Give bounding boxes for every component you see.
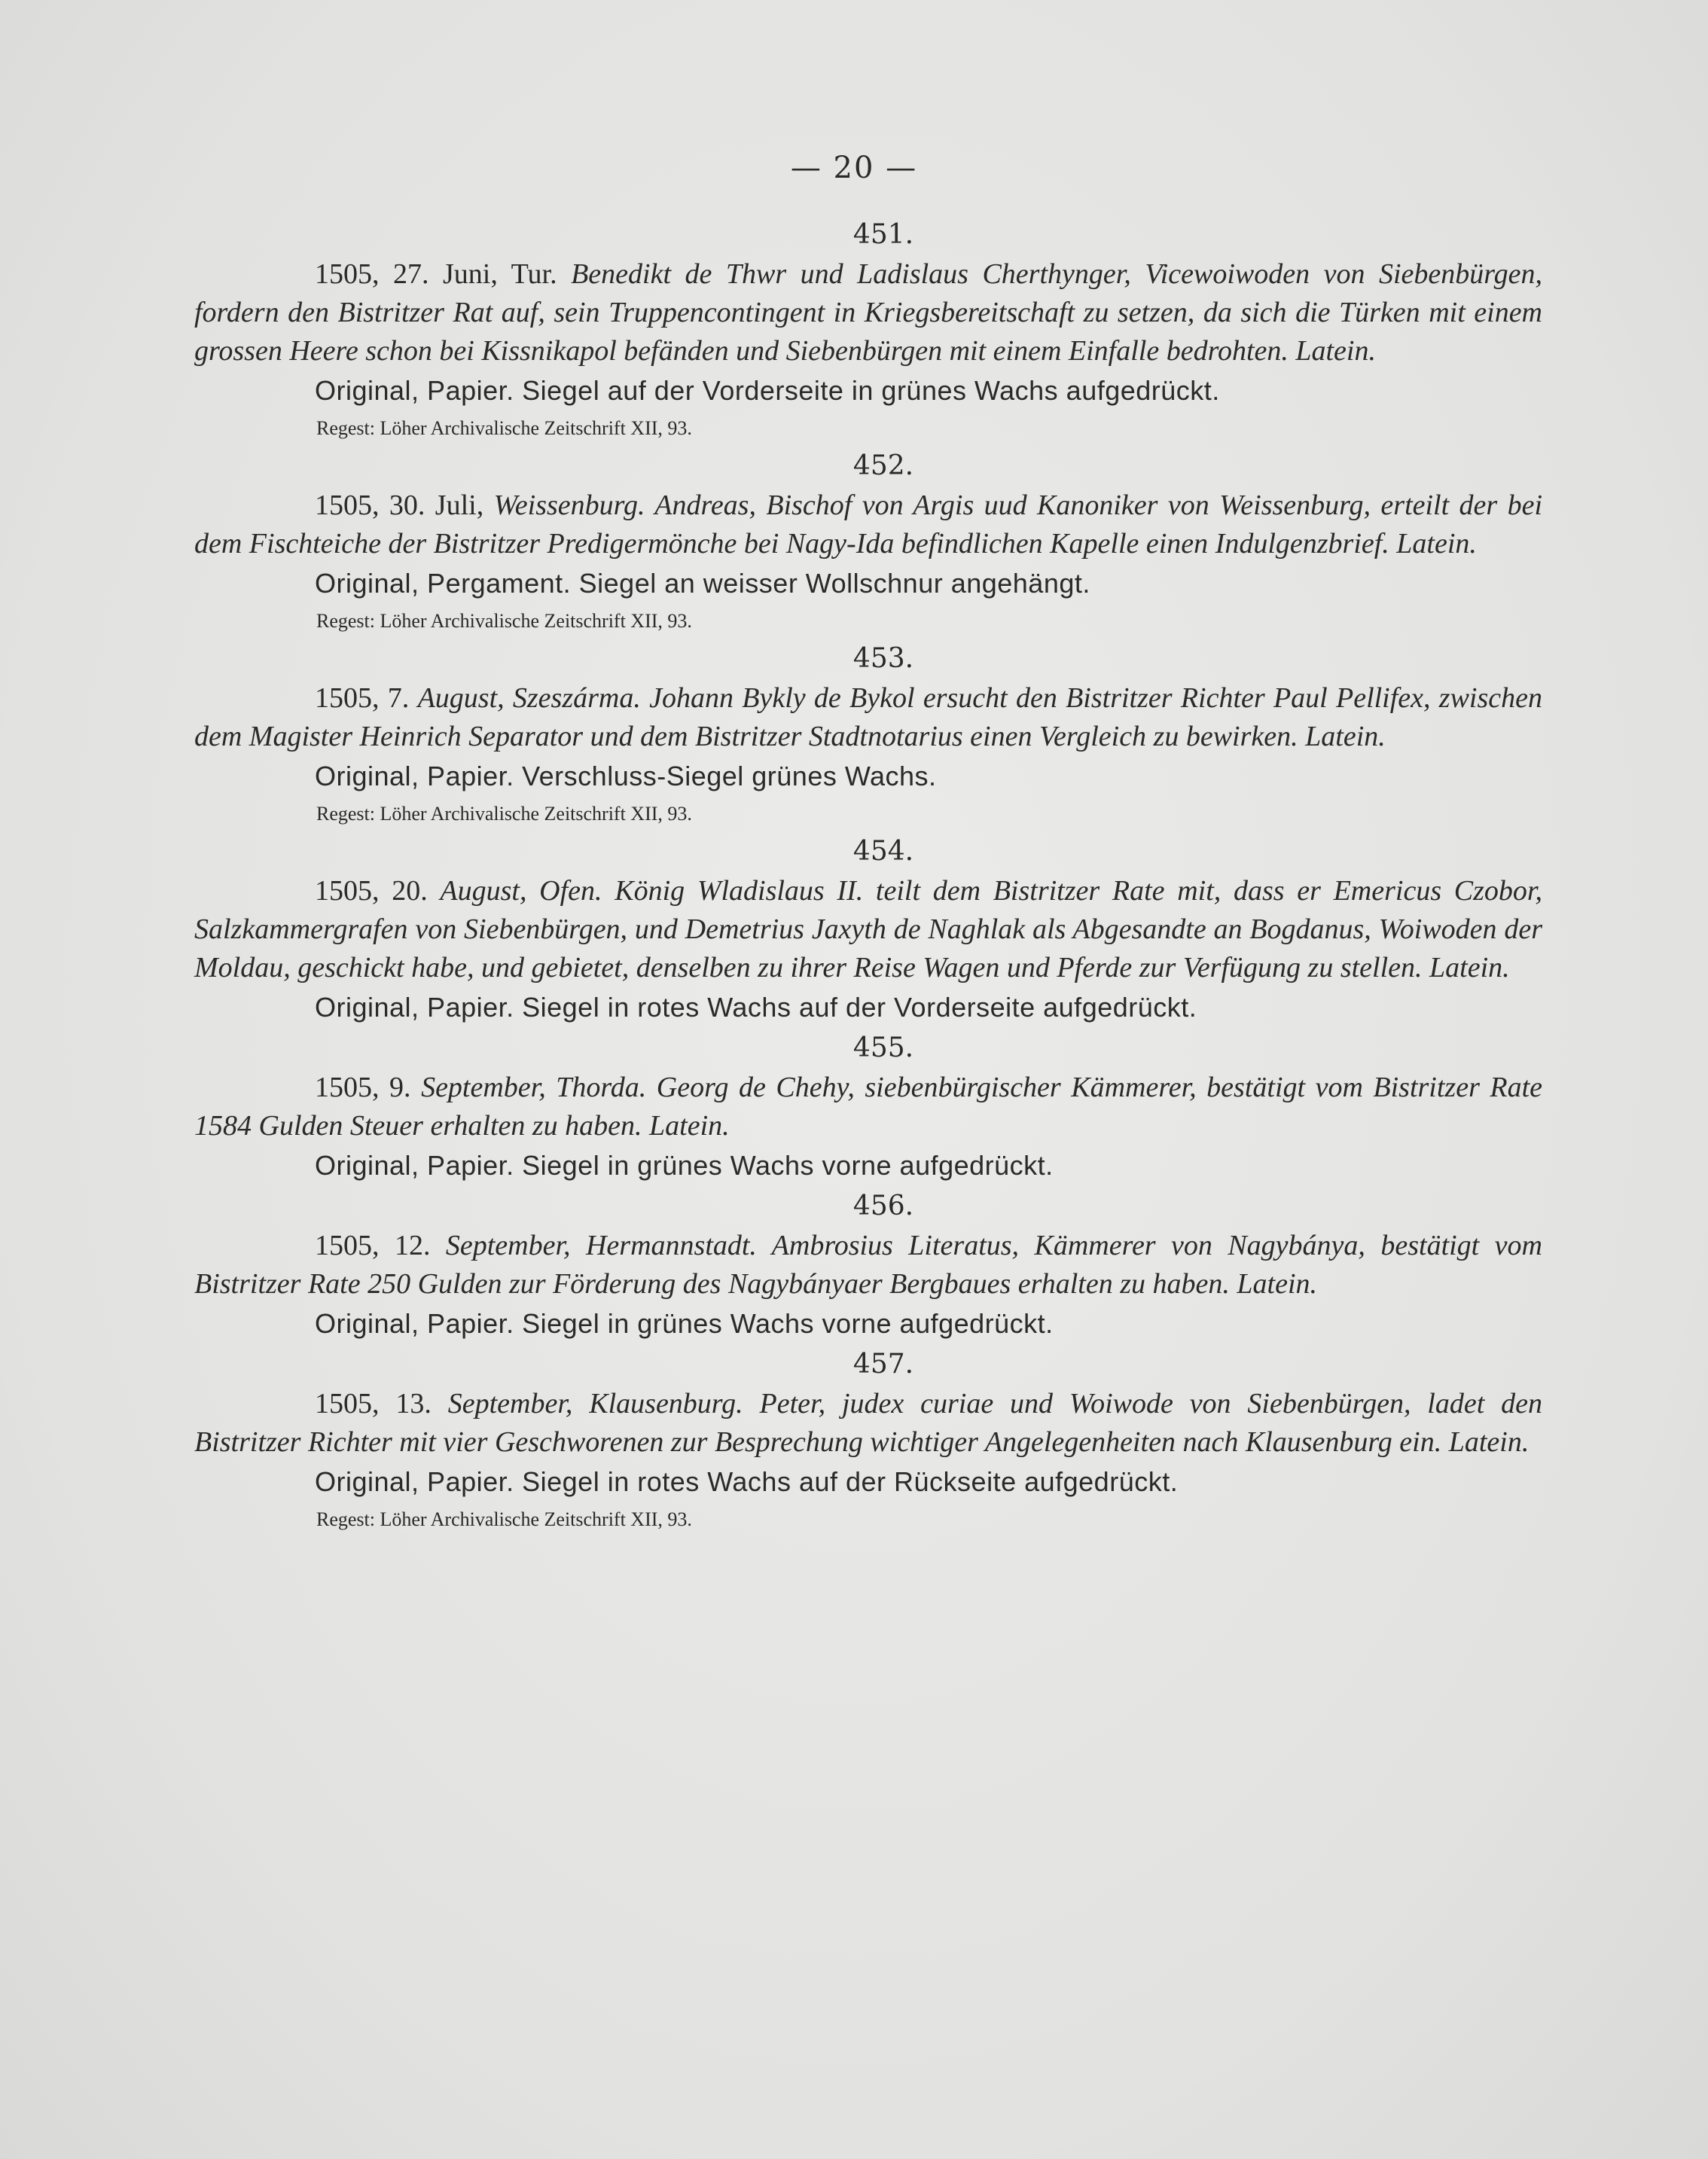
entry-body: September, Hermannstadt. Ambrosius Literatus, Kämmerer von Nagybánya, bestätigt vom Bistritzer Rate 250 Gulden zur Förderung des Nagybányaer Bergbaues erhalten zu haben. Latein. bbox=[194, 1230, 1542, 1300]
entry-number: 456. bbox=[852, 1191, 914, 1221]
entry-original-note: Original, Papier. Siegel in rotes Wachs auf der Vorderseite aufgedrückt. bbox=[315, 992, 1197, 1023]
entry-original-note: Original, Papier. Siegel in rotes Wachs auf der Rückseite aufgedrückt. bbox=[315, 1466, 1179, 1497]
entry-regest: Regest: Löher Archivalische Zeitschrift XII, 93. bbox=[316, 417, 692, 439]
entry-body: September, Thorda. Georg de Chehy, siebenbürgischer Kämmerer, bestätigt vom Bistritzer Rate 1584 Gulden Steuer erhalten zu haben. Latein. bbox=[194, 1072, 1543, 1142]
entry-457 bbox=[194, 1344, 1542, 1537]
entry-date: 1505, 20. bbox=[315, 875, 428, 907]
entry-body: September, Klausenburg. Peter, judex curiae und Woiwode von Siebenbürgen, ladet den Bistritzer Richter mit vier Geschworenen zur Besprechung wichtiger Angelegenheiten nach Klausenburg ein. Latein. bbox=[194, 1388, 1543, 1458]
entry-number: 451. bbox=[852, 219, 914, 250]
entry-number: 454. bbox=[852, 836, 914, 867]
entry-456 bbox=[194, 1186, 1542, 1344]
entry-body: Benedikt de Thwr und Ladislaus Cherthynger, Vicewoiwoden von Siebenbürgen, fordern den Bistritzer Rat auf, sein Truppencontingent in Kriegsbereitschaft zu setzen, da sich die Türken mit einem grossen Heere schon bei Kissnikapol befänden und Siebenbürgen mit einem Einfalle bedrohten. Latein. bbox=[194, 258, 1543, 367]
entry-text bbox=[194, 1385, 1542, 1462]
entry-original-note: Original, Papier. Verschluss-Siegel grünes Wachs. bbox=[315, 761, 937, 791]
entry-number: 452. bbox=[852, 450, 914, 481]
entry-regest: Regest: Löher Archivalische Zeitschrift XII, 93. bbox=[316, 1508, 692, 1530]
entry-text bbox=[194, 255, 1542, 371]
entry-454 bbox=[194, 831, 1542, 1028]
entry-original-note: Original, Papier. Siegel auf der Vorderseite in grünes Wachs aufgedrückt. bbox=[315, 375, 1220, 406]
entry-number: 457. bbox=[852, 1349, 914, 1380]
entry-original-note: Original, Papier. Siegel in grünes Wachs vorne aufgedrückt. bbox=[315, 1150, 1054, 1181]
entry-date: 1505, 30. Juli, bbox=[315, 489, 484, 521]
entry-453 bbox=[194, 639, 1542, 831]
entry-list bbox=[194, 215, 1542, 1537]
entry-number: 453. bbox=[852, 643, 914, 674]
entry-body: Weissenburg. Andreas, Bischof von Argis uud Kanoniker von Weissenburg, erteilt der bei dem Fischteiche der Bistritzer Predigermönche bei Nagy-Ida befindlichen Kapelle einen Indulgenzbrief. Latein. bbox=[194, 489, 1543, 560]
entry-regest: Regest: Löher Archivalische Zeitschrift XII, 93. bbox=[316, 610, 692, 632]
entry-body: August, Szeszárma. Johann Bykly de Bykol ersucht den Bistritzer Richter Paul Pellifex, zwischen dem Magister Heinrich Separator und dem Bistritzer Stadtnotarius einen Vergleich zu bewirken. Latein. bbox=[194, 682, 1543, 752]
entry-regest: Regest: Löher Archivalische Zeitschrift XII, 93. bbox=[316, 803, 692, 825]
entry-text bbox=[194, 486, 1542, 563]
entry-body: August, Ofen. König Wladislaus II. teilt dem Bistritzer Rate mit, dass er Emericus Czobor, Salzkammergrafen von Siebenbürgen, und Demetrius Jaxyth de Naghlak als Abgesandte an Bogdanus, Woiwoden der Moldau, geschickt habe, und gebietet, denselben zu ihrer Reise Wagen und Pferde zur Verfügung zu stellen. Latein. bbox=[194, 875, 1543, 983]
entry-text bbox=[194, 1227, 1542, 1304]
entry-455 bbox=[194, 1028, 1542, 1186]
page-number: — 20 — bbox=[790, 151, 918, 185]
entry-text bbox=[194, 872, 1542, 987]
entry-452 bbox=[194, 446, 1542, 639]
entry-date: 1505, 27. Juni, Tur. bbox=[315, 258, 557, 290]
entry-date: 1505, 12. bbox=[315, 1230, 431, 1261]
entry-451 bbox=[194, 215, 1542, 446]
entry-text bbox=[194, 1069, 1542, 1145]
entry-date: 1505, 7. bbox=[315, 682, 410, 714]
entry-original-note: Original, Papier. Siegel in grünes Wachs vorne aufgedrückt. bbox=[315, 1308, 1054, 1339]
entry-number: 455. bbox=[852, 1032, 914, 1063]
entry-original-note: Original, Pergament. Siegel an weisser Wollschnur angehängt. bbox=[315, 568, 1090, 599]
entry-text bbox=[194, 679, 1542, 756]
entry-date: 1505, 13. bbox=[315, 1388, 432, 1420]
entry-date: 1505, 9. bbox=[315, 1072, 411, 1103]
